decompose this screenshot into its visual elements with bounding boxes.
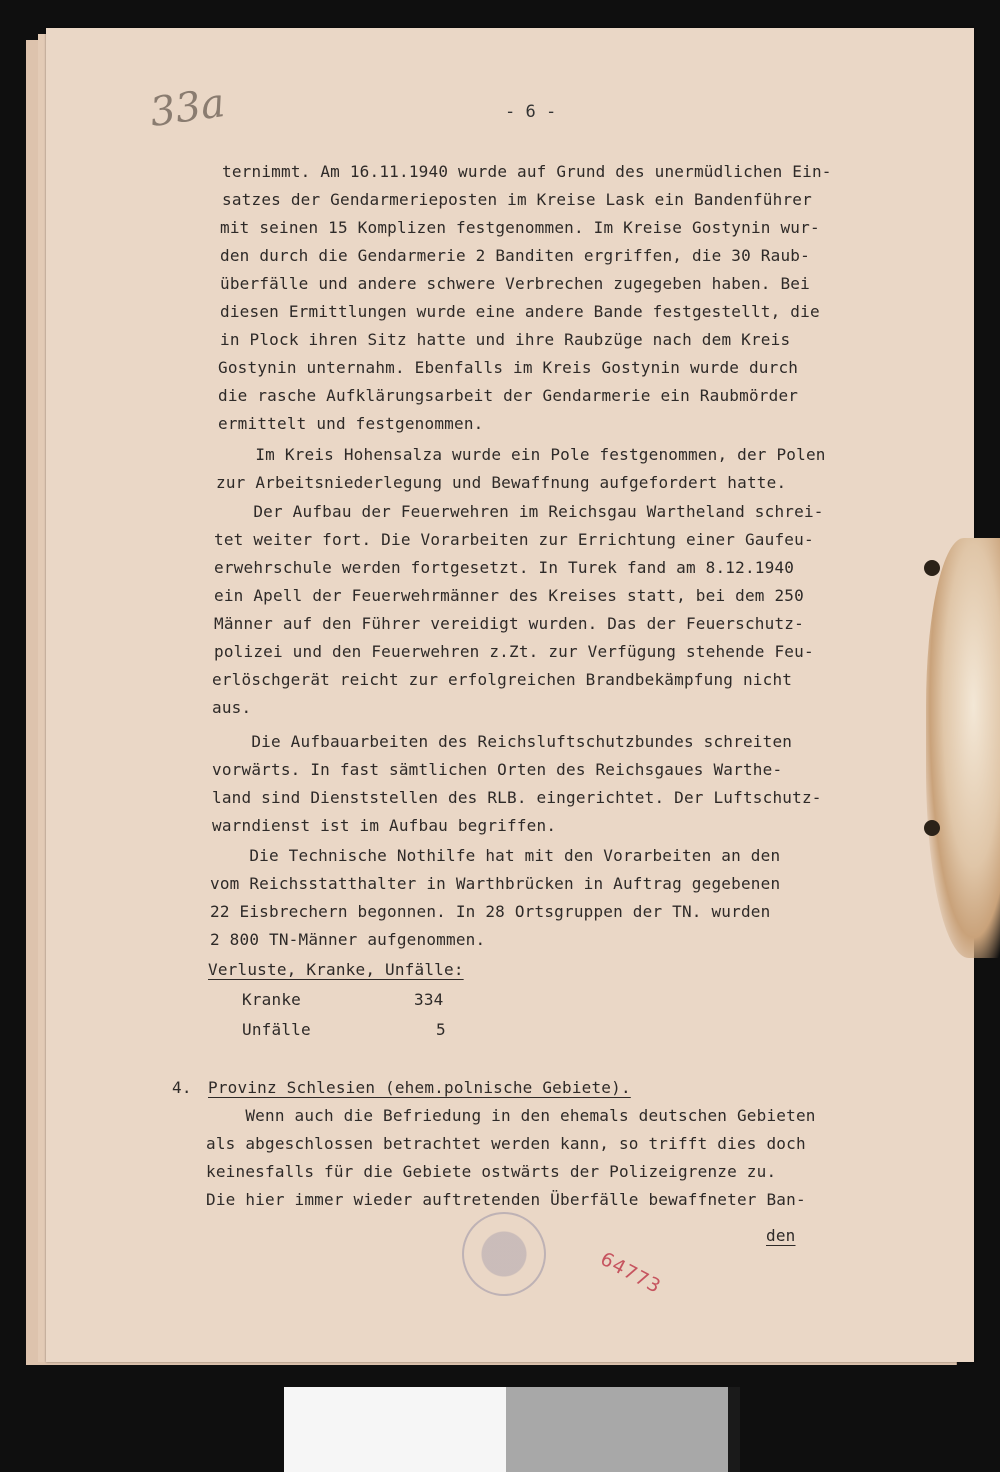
text-line: vorwärts. In fast sämtlichen Orten des Reichsgaues Warthe- <box>212 760 783 779</box>
text-line: keinesfalls für die Gebiete ostwärts der Polizeigrenze zu. <box>206 1162 777 1181</box>
text-line: den durch die Gendarmerie 2 Banditen ergriffen, die 30 Raub- <box>220 246 810 265</box>
calibration-swatch-gray <box>506 1387 728 1472</box>
section-title: Provinz Schlesien (ehem.polnische Gebiete). <box>208 1078 631 1097</box>
losses-value: 5 <box>436 1020 446 1039</box>
losses-heading: Verluste, Kranke, Unfälle: <box>208 960 464 979</box>
losses-value: 334 <box>414 990 444 1009</box>
text-line: Männer auf den Führer vereidigt wurden. Das der Feuerschutz- <box>214 614 804 633</box>
text-line: Wenn auch die Befriedung in den ehemals deutschen Gebieten <box>206 1106 816 1125</box>
archive-stamp <box>462 1212 546 1296</box>
archive-number: 64773 <box>596 1247 665 1299</box>
text-line: erlöschgerät reicht zur erfolgreichen Brandbekämpfung nicht <box>212 670 793 689</box>
text-line: aus. <box>212 698 252 717</box>
losses-label: Kranke <box>242 990 301 1009</box>
text-line: 22 Eisbrechern begonnen. In 28 Ortsgruppen der TN. wurden <box>210 902 771 921</box>
text-line: polizei und den Feuerwehren z.Zt. zur Verfügung stehende Feu- <box>214 642 814 661</box>
text-line: Im Kreis Hohensalza wurde ein Pole festgenommen, der Polen <box>216 445 826 464</box>
text-line: satzes der Gendarmerieposten im Kreise Lask ein Bandenführer <box>222 190 812 209</box>
text-line: erwehrschule werden fortgesetzt. In Turek fand am 8.12.1940 <box>214 558 795 577</box>
calibration-swatch-white <box>284 1387 506 1472</box>
text-line: 2 800 TN-Männer aufgenommen. <box>210 930 486 949</box>
text-line: Gostynin unternahm. Ebenfalls im Kreis Gostynin wurde durch <box>218 358 799 377</box>
text-line: ternimmt. Am 16.11.1940 wurde auf Grund des unermüdlichen Ein- <box>222 162 832 181</box>
text-line: diesen Ermittlungen wurde eine andere Bande festgestellt, die <box>220 302 820 321</box>
text-line: Der Aufbau der Feuerwehren im Reichsgau Wartheland schrei- <box>214 502 824 521</box>
text-line: warndienst ist im Aufbau begriffen. <box>212 816 557 835</box>
burn-stain <box>926 538 1000 958</box>
punch-hole <box>924 820 940 836</box>
text-line: land sind Dienststellen des RLB. eingerichtet. Der Luftschutz- <box>212 788 822 807</box>
catchword: den <box>766 1226 796 1245</box>
text-line: in Plock ihren Sitz hatte und ihre Raubzüge nach dem Kreis <box>220 330 791 349</box>
text-line: ein Apell der Feuerwehrmänner des Kreises statt, bei dem 250 <box>214 586 804 605</box>
handwritten-folio-mark: 33a <box>147 80 228 136</box>
punch-hole <box>924 560 940 576</box>
text-line: überfälle und andere schwere Verbrechen zugegeben haben. Bei <box>220 274 810 293</box>
text-line: vom Reichsstatthalter in Warthbrücken in Auftrag gegebenen <box>210 874 781 893</box>
text-line: Die Technische Nothilfe hat mit den Vorarbeiten an den <box>210 846 781 865</box>
calibration-swatch-dark <box>728 1387 740 1472</box>
text-line: mit seinen 15 Komplizen festgenommen. Im Kreise Gostynin wur- <box>220 218 820 237</box>
text-line: als abgeschlossen betrachtet werden kann, so trifft dies doch <box>206 1134 806 1153</box>
section-number: 4. <box>172 1078 192 1097</box>
losses-label: Unfälle <box>242 1020 311 1039</box>
text-line: die rasche Aufklärungsarbeit der Gendarmerie ein Raubmörder <box>218 386 799 405</box>
text-line: tet weiter fort. Die Vorarbeiten zur Errichtung einer Gaufeu- <box>214 530 814 549</box>
text-line: Die hier immer wieder auftretenden Überfälle bewaffneter Ban- <box>206 1190 806 1209</box>
text-line: ermittelt und festgenommen. <box>218 414 484 433</box>
text-line: Die Aufbauarbeiten des Reichsluftschutzbundes schreiten <box>212 732 793 751</box>
page-number: - 6 - <box>505 102 557 122</box>
text-line: zur Arbeitsniederlegung und Bewaffnung aufgefordert hatte. <box>216 473 787 492</box>
